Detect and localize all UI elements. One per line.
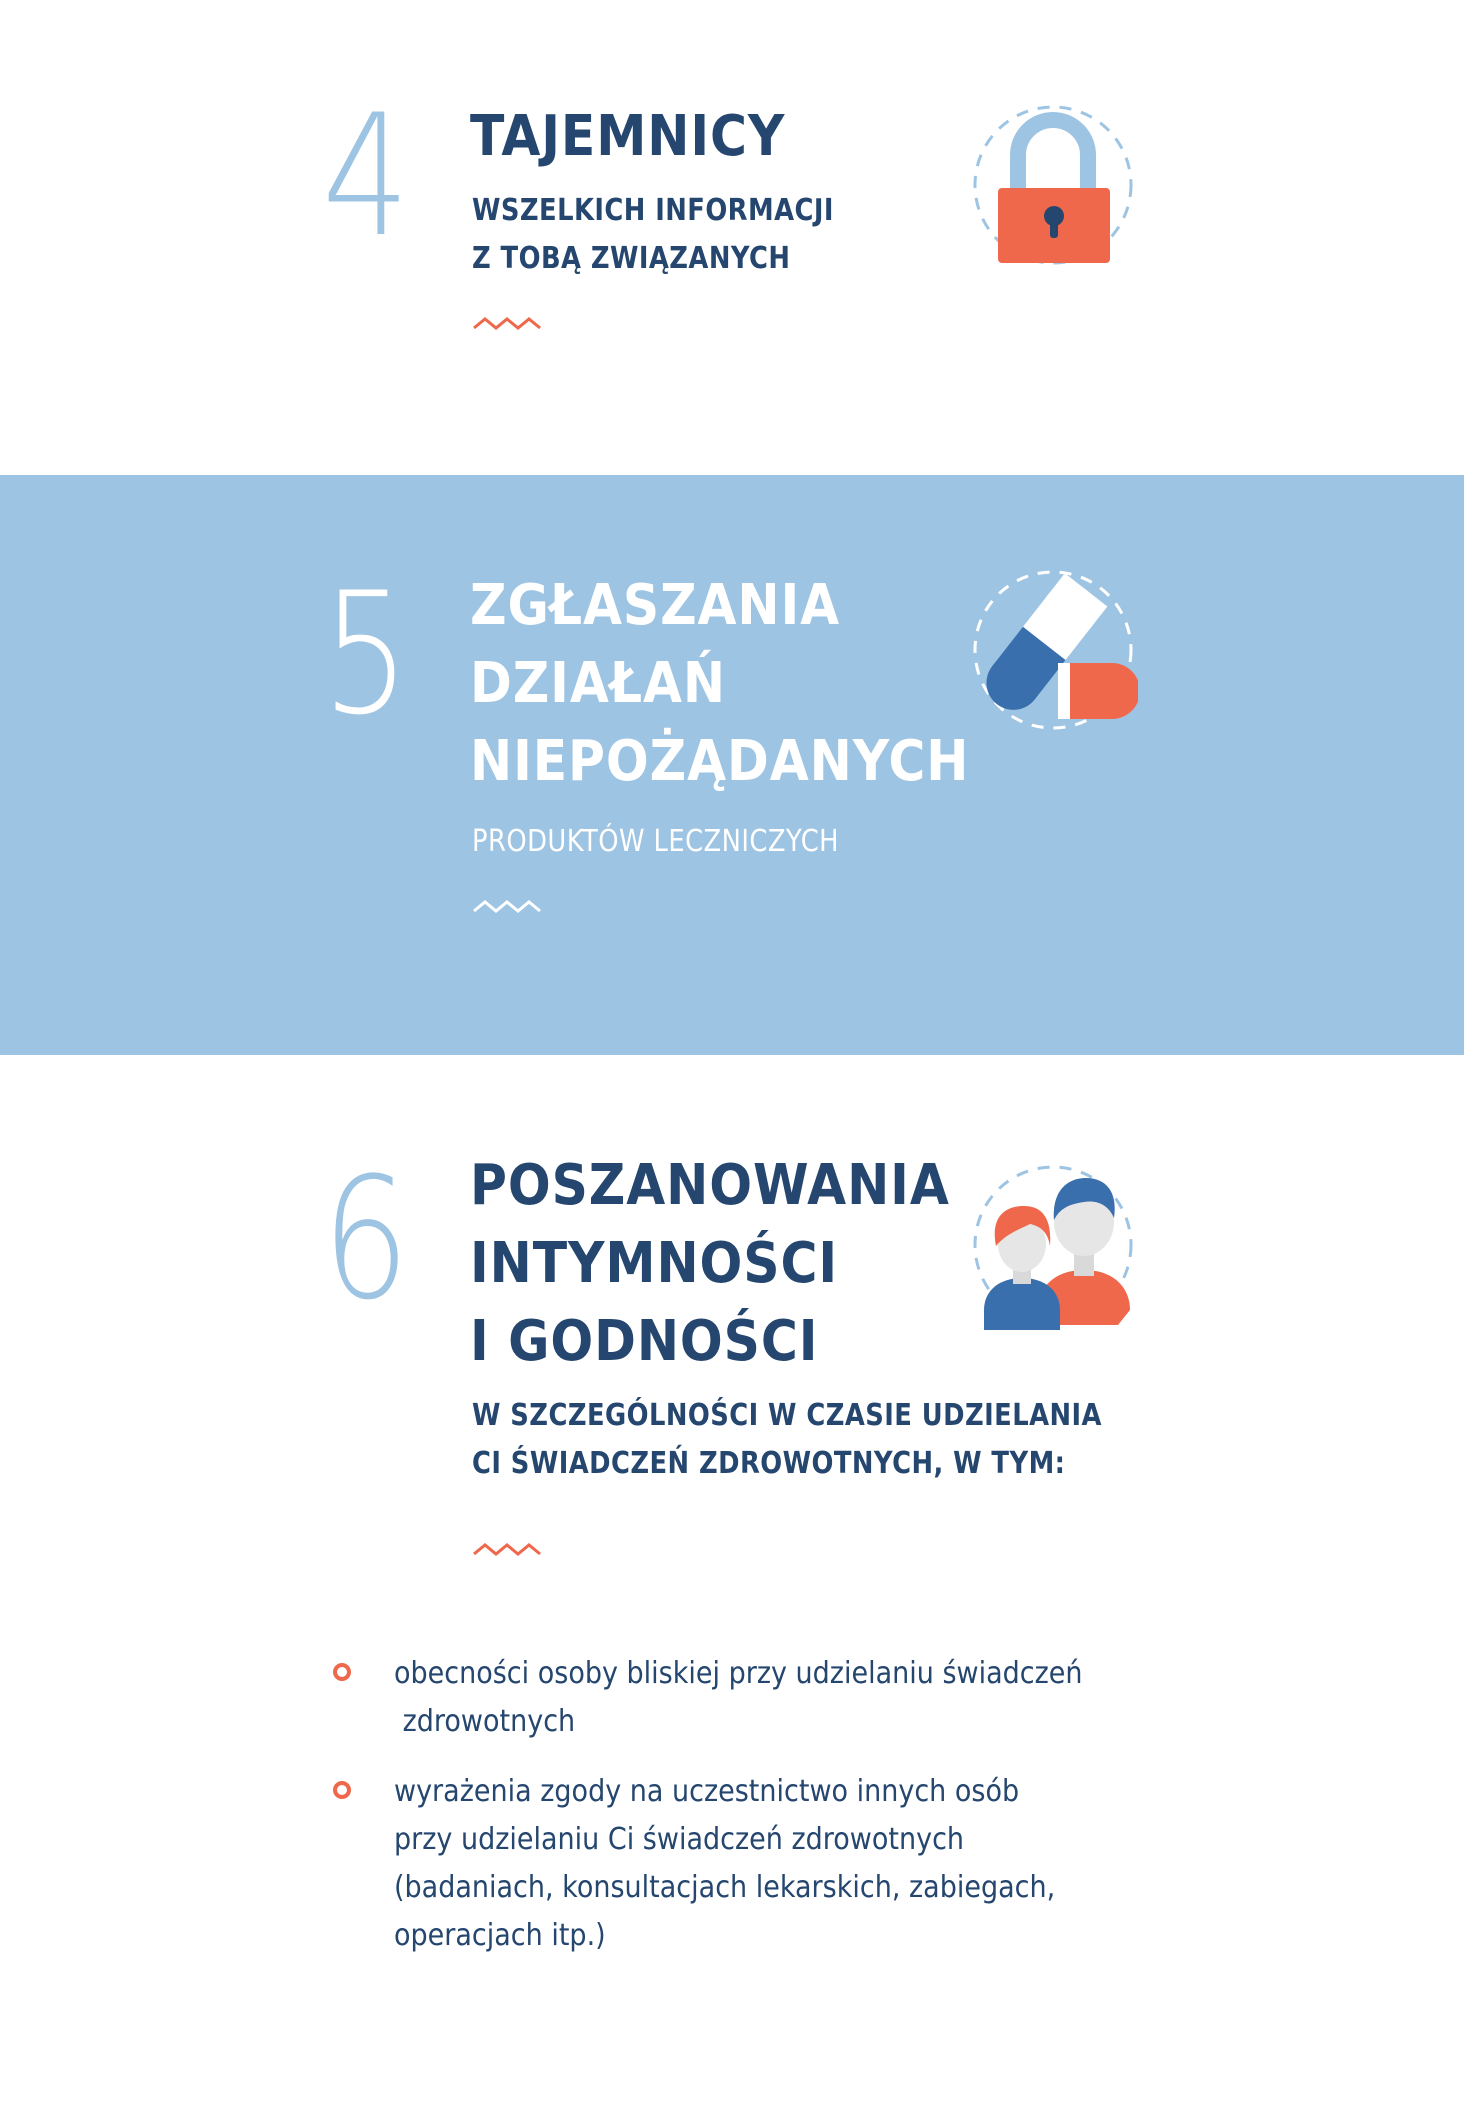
list-item-line: zdrowotnych — [394, 1704, 576, 1739]
circle-bullet-icon — [333, 1663, 351, 1681]
zigzag-divider-icon — [472, 314, 542, 332]
section-number: 5 — [322, 556, 407, 752]
section-subtitle — [472, 818, 839, 866]
section-title — [470, 98, 785, 176]
list-item-line: przy udzielaniu Ci świadczeń zdrowotnych — [394, 1822, 965, 1857]
section-5-adverse-effects — [0, 475, 1464, 1055]
title-line: ZGŁASZANIA — [470, 573, 841, 638]
title-line: POSZANOWANIA — [470, 1153, 950, 1218]
list-item-line: obecności osoby bliskiej przy udzielaniu świadczeń — [394, 1656, 1083, 1691]
subtitle-line: PRODUKTÓW LECZNICZYCH — [472, 824, 840, 859]
capsule-pill-icon — [968, 565, 1138, 735]
list-item — [330, 1768, 1230, 1960]
subtitle-line: CI ŚWIADCZEŃ ZDROWOTNYCH, W TYM: — [472, 1446, 1066, 1481]
list-item-line: wyrażenia zgody na uczestnictwo innych osób — [394, 1774, 1020, 1809]
title-line: TAJEMNICY — [470, 104, 786, 169]
zigzag-divider-icon — [472, 897, 542, 915]
list-item-text — [394, 1650, 1146, 1746]
section-4-confidentiality — [0, 0, 1464, 475]
list-item — [330, 1650, 1230, 1746]
list-item-text — [394, 1768, 1146, 1960]
section-subtitle — [472, 187, 834, 283]
section-title — [470, 567, 969, 801]
section-title — [470, 1147, 950, 1381]
title-line: INTYMNOŚCI — [470, 1231, 839, 1296]
list-item-line: (badaniach, konsultacjach lekarskich, zabiegach, — [394, 1870, 1056, 1905]
title-line: I GODNOŚCI — [470, 1309, 819, 1374]
section-subtitle — [472, 1392, 1102, 1488]
section-6-intimacy-dignity — [0, 1055, 1464, 2106]
two-people-icon — [968, 1160, 1138, 1330]
title-line: DZIAŁAŃ — [470, 651, 726, 716]
rights-list — [330, 1650, 1230, 1982]
circle-bullet-icon — [333, 1781, 351, 1799]
list-item-line: operacjach itp.) — [394, 1918, 606, 1953]
title-line: NIEPOŻĄDANYCH — [470, 729, 970, 794]
section-number: 6 — [322, 1141, 407, 1337]
zigzag-divider-icon — [472, 1540, 542, 1558]
padlock-icon — [968, 100, 1138, 270]
subtitle-line: W SZCZEGÓLNOŚCI W CZASIE UDZIELANIA — [472, 1398, 1102, 1433]
section-number: 4 — [322, 78, 407, 274]
subtitle-line: WSZELKICH INFORMACJI — [472, 193, 834, 228]
subtitle-line: Z TOBĄ ZWIĄZANYCH — [472, 241, 791, 276]
